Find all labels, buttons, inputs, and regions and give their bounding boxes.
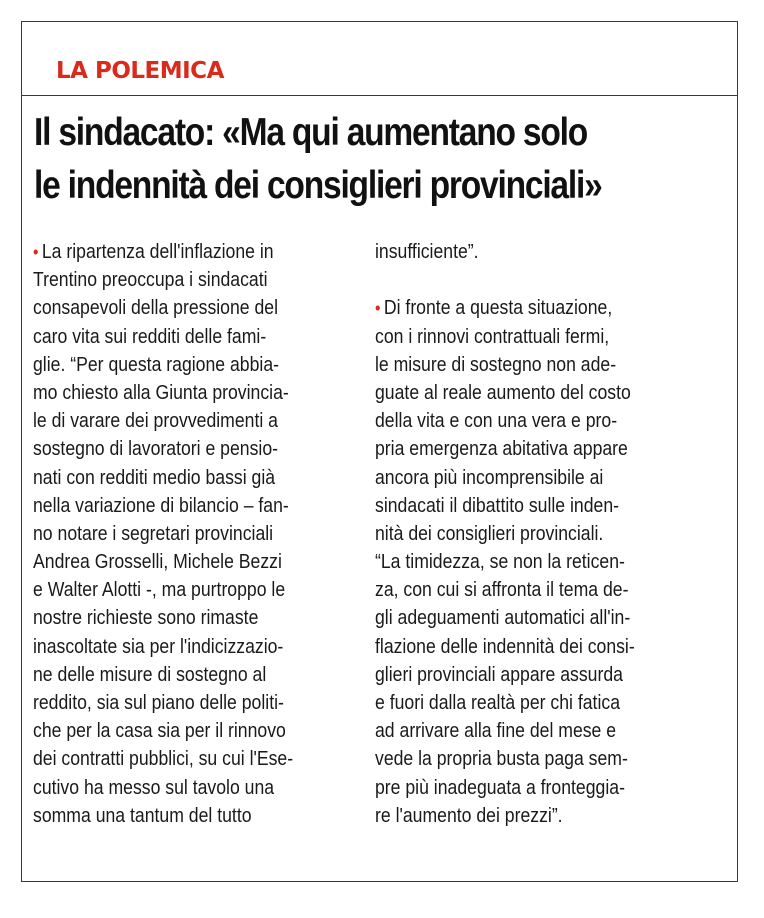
headline-line: le indennità dei consiglieri provinciali» [34,164,602,207]
text-line: ad arrivare alla fine del mese e [375,719,617,743]
text-line: “La timidezza, se non la reticen- [375,550,625,574]
text-line: nati con redditi medio bassi già [33,465,276,489]
text-line: caro vita sui redditi delle fami- [33,324,267,348]
text-line: della vita e con una vera e pro- [375,409,618,433]
text-line: le misure di sostegno non ade- [375,352,617,376]
text-line: nità dei consiglieri provinciali. [375,521,604,545]
text-line: ancora più incomprensibile ai [375,465,604,489]
paragraph-first-line [33,238,368,266]
text-line: consapevoli della pressione del [33,296,279,320]
text-line: glie. “Per questa ragione abbia- [33,352,280,376]
text-line: nostre richieste sono rimaste [33,606,259,630]
text-line: no notare i segretari provinciali [33,521,274,545]
text-line: Di fronte a questa situazione, [383,296,613,320]
bullet-icon: • [375,298,381,319]
text-line: Trentino preoccupa i sindacati [33,268,268,292]
text-line: nella variazione di bilancio – fan- [33,493,289,517]
body-column-left [33,238,368,830]
text-line: inascoltate sia per l'indicizzazio- [33,634,284,658]
text-line: pria emergenza abitativa appare [375,437,628,461]
text-line: ne delle misure di sostegno al [33,662,267,686]
paragraph-spacer [375,266,710,294]
text-line: guate al reale aumento del costo [375,380,631,404]
text-line: reddito, sia sul piano delle politi- [33,691,284,714]
text-line: con i rinnovi contrattuali fermi, [375,324,610,348]
text-line: vede la propria busta paga sem- [375,747,628,771]
paragraph-lines [375,238,710,266]
section-kicker: LA POLEMICA [56,58,224,84]
text-line: re l'aumento dei prezzi”. [375,803,563,827]
text-line: Andrea Grosselli, Michele Bezzi [33,550,282,574]
paragraph-first-line [375,294,710,322]
headline-line: Il sindacato: «Ma qui aumentano solo [34,111,588,154]
text-line: somma una tantum del tutto [33,803,252,827]
text-line: La ripartenza dell'inflazione in [41,240,274,263]
paragraph-lines [375,323,710,830]
text-line: che per la casa sia per il rinnovo [33,719,286,743]
text-line: glieri provinciali appare assurda [375,662,623,686]
text-line: sindacati il dibattito sulle inden- [375,493,620,517]
text-line: za, con cui si affronta il tema de- [375,578,629,602]
article-headline [34,106,705,212]
text-line: sostegno di lavoratori e pensio- [33,437,279,461]
bullet-icon: • [33,242,39,262]
text-line: flazione delle indennità dei consi- [375,634,635,658]
text-line: cutivo ha messo sul tavolo una [33,775,275,799]
text-line: insufficiente”. [375,240,479,263]
text-line: mo chiesto alla Giunta provincia- [33,380,289,404]
body-column-right [375,238,710,830]
text-line: dei contratti pubblici, su cui l'Ese- [33,747,294,771]
text-line: gli adeguamenti automatici all'in- [375,606,631,630]
text-line: e fuori dalla realtà per chi fatica [375,691,621,714]
paragraph-lines [33,266,368,830]
text-line: le di varare dei provvedimenti a [33,409,278,433]
text-line: e Walter Alotti -, ma purtroppo le [33,578,286,602]
kicker-bar [22,22,737,96]
text-line: pre più inadeguata a fronteggia- [375,775,625,799]
